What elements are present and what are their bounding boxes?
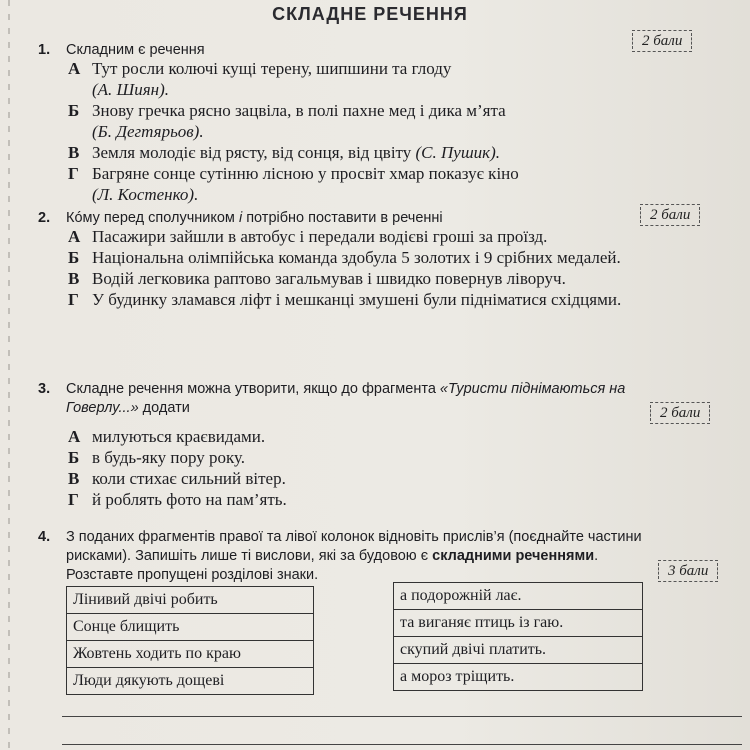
question-2-options bbox=[68, 226, 688, 310]
option-letter: Г bbox=[68, 490, 79, 509]
binding-margin bbox=[8, 0, 10, 750]
option-author: (А. Шиян). bbox=[92, 80, 170, 99]
page-title: СКЛАДНЕ РЕЧЕННЯ bbox=[272, 4, 468, 24]
option-letter: В bbox=[68, 143, 80, 162]
score-badge: 3 бали bbox=[658, 560, 718, 582]
answer-line[interactable] bbox=[62, 716, 742, 717]
option-text: Земля молодіє від рясту, від сонця, від цвіту bbox=[92, 143, 412, 162]
option-d[interactable] bbox=[68, 489, 688, 510]
option-text: Пасажири зайшли в автобус і передали водієві гроші за проїзд. bbox=[92, 227, 548, 246]
option-text: милуються краєвидами. bbox=[92, 427, 266, 446]
score-badge: 2 бали bbox=[640, 204, 700, 226]
question-text: Кóму перед сполучником bbox=[66, 210, 239, 226]
option-letter: Г bbox=[68, 164, 79, 183]
option-c[interactable] bbox=[68, 142, 688, 163]
question-text: Складним є речення bbox=[66, 42, 205, 58]
question-4 bbox=[38, 528, 668, 585]
option-c[interactable] bbox=[68, 268, 688, 289]
option-b[interactable] bbox=[68, 447, 688, 468]
option-letter: Б bbox=[68, 101, 80, 120]
question-text: Складне речення можна утворити, якщо до фрагмента bbox=[66, 381, 440, 397]
left-fragment[interactable]: Лінивий двічі робить bbox=[67, 587, 314, 614]
question-number: 2. bbox=[38, 210, 51, 226]
question-keyword: складними реченнями bbox=[432, 548, 595, 564]
option-text: в будь-яку пору року. bbox=[92, 448, 246, 467]
option-text: Знову гречка рясно зацвіла, в полі пахне мед і дика м’ята bbox=[92, 101, 506, 120]
option-text: й роблять фото на пам’ять. bbox=[92, 490, 287, 509]
left-fragment[interactable]: Люди дякують дощеві bbox=[67, 668, 314, 695]
left-column-table bbox=[66, 586, 314, 695]
score-badge: 2 бали bbox=[632, 30, 692, 52]
answer-line[interactable] bbox=[62, 744, 742, 745]
question-number: 4. bbox=[38, 529, 51, 545]
option-letter: В bbox=[68, 469, 80, 488]
option-letter: В bbox=[68, 269, 80, 288]
question-text-end: . Розставте пропущені розділові знаки. bbox=[66, 548, 599, 583]
right-fragment[interactable]: а подорожній лає. bbox=[394, 583, 643, 610]
option-text: У будинку зламався ліфт і мешканці змушені були підніматися східцями. bbox=[92, 290, 622, 309]
question-fragment: «Туристи піднімаються на Говерлу...» bbox=[66, 381, 626, 416]
option-a[interactable] bbox=[68, 226, 688, 247]
question-3-options bbox=[68, 426, 688, 510]
option-a[interactable] bbox=[68, 426, 688, 447]
left-fragment[interactable]: Сонце блищить bbox=[67, 614, 314, 641]
right-fragment[interactable]: та виганяє птиць із гаю. bbox=[394, 610, 643, 637]
option-b[interactable] bbox=[68, 100, 688, 142]
question-number: 3. bbox=[38, 381, 51, 397]
option-letter: Г bbox=[68, 290, 79, 309]
right-fragment[interactable]: скупий двічі платить. bbox=[394, 637, 643, 664]
option-a[interactable] bbox=[68, 58, 688, 100]
option-letter: А bbox=[68, 427, 81, 446]
option-text: Водій легковика раптово загальмував і швидко повернув ліворуч. bbox=[92, 269, 566, 288]
question-conjunction: і bbox=[238, 210, 243, 226]
question-3 bbox=[38, 380, 678, 418]
option-letter: Б bbox=[68, 448, 80, 467]
option-text: Тут росли колючі кущі терену, шипшини та глоду bbox=[92, 59, 452, 78]
option-author: (Л. Костенко). bbox=[92, 185, 199, 204]
option-d[interactable] bbox=[68, 163, 688, 205]
question-text: З поданих фрагментів правої та лівої колонок відновіть прислів’я (поєднайте частини рисками). Запишіть лише ті вислови, які за будовою є bbox=[66, 529, 642, 564]
option-author: (С. Пушик). bbox=[415, 143, 501, 162]
option-text: Національна олімпійська команда здобула 5 золотих і 9 срібних медалей. bbox=[92, 248, 621, 267]
right-column-table bbox=[393, 582, 643, 691]
left-fragment[interactable]: Жовтень ходить по краю bbox=[67, 641, 314, 668]
option-c[interactable] bbox=[68, 468, 688, 489]
option-d[interactable] bbox=[68, 289, 688, 310]
option-b[interactable] bbox=[68, 247, 688, 268]
question-number: 1. bbox=[38, 42, 51, 58]
option-text: коли стихає сильний вітер. bbox=[92, 469, 286, 488]
question-1-options bbox=[68, 58, 688, 205]
option-letter: А bbox=[68, 227, 81, 246]
question-text-end: додати bbox=[138, 400, 190, 416]
option-text: Багряне сонце сутінню лісною у просвіт хмар показує кіно bbox=[92, 164, 519, 183]
option-letter: А bbox=[68, 59, 81, 78]
right-fragment[interactable]: а мороз тріщить. bbox=[394, 664, 643, 691]
score-badge: 2 бали bbox=[650, 402, 710, 424]
option-author: (Б. Дегтярьов). bbox=[92, 122, 204, 141]
option-letter: Б bbox=[68, 248, 80, 267]
question-text-end: потрібно поставити в реченні bbox=[242, 210, 443, 226]
